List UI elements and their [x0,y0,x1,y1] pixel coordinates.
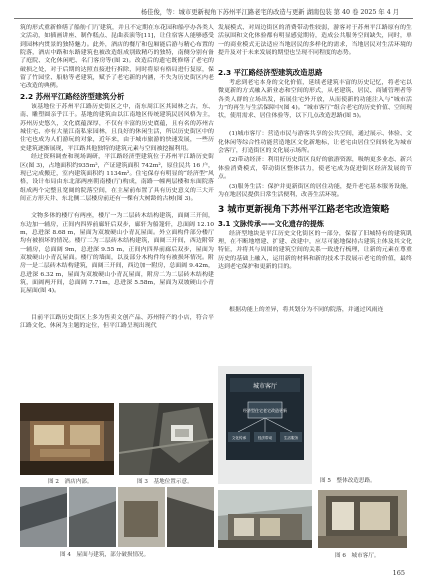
header-text: 杨佳俊，等：城市更新视角下苏州平江路老宅的改造与更新 湖南包装 第 40 卷 2025 年 4 月 [140,9,399,16]
body-paragraph: 该基地位于苏州平江路历史街区之中，南东周江区其园林之古，东、南、雕塑圆亲乎江于。基地的建筑由以江南地区传统建筑民居风格为主，苏州历史悠久，文化底蕴深厚，不仅有丰富的历史底蕴，且有名的苏州古城住宅、亦有大量江南私家园林，且良好的休闲生活，所以历史街区中的住宅也成为人们游玩的对象，近年来，由于城市旅游的快速发展，一些历史建筑逐渐展现，平江路其他独特的建筑元素与空间被挖掘利用。 [20,103,214,152]
figure-4-roof-photos [20,487,214,547]
body-paragraph: 考虑到老宅本身的文化价值，延续老建筑丰富的历史记忆，将老宅以微更新的方式融入新业态和空间的形式，从老建筑、居民、商铺管理者等各类人群的立场出发，拓展住宅外开放，从而使新的功能注入与“城市活力”的再生与生活保障中(图 4)。“城市客厅”组合老宅的历史价值、空间现状，使用需求、居住体验等，以下几点改造思路(图 5)。 [218,79,412,120]
running-header [0,6,427,18]
body-paragraph: 文物多体的楼厅有两座，楼厅一为二层砖木结构建筑，面阔三开间，东边加一辅房，正间内四界前廊轩后双步，廊轩为船篷轩，总面阔 12.10 m，总进深 8.68 m，屋面为双坡硬山小青瓦屋面。外立面构件部分楼厅均有被损坏的情况。楼厅二为二层砖木结构建筑，面阔三开间，西边附带一辅房，总面阔 9m，总进深 9.55 m，正间内四界前廊后双步，屋面为双坡硬山小青瓦屋面。楼厅的墙面，以及部分木构件均有被损坏情况。附房一是二层砖木结构建筑，面阔三开间，西边加一附房，总面阔 9.42m，总进深 6.32 m，屋面为双坡硬山小青瓦屋面，附房二为二层砖木结构建筑，面阔两开间，总面阔 7.71m，总进深 5.58m，屋面为双坡硬山小青瓦屋面(图 4)。 [20,212,214,295]
body-paragraph: 目前平江路历史街区上多为售卖文创产品、苏州特产的小店，符合平江路文化、休闲为主题的定位，但平江路呈现出现代 [20,313,214,329]
section-heading: 2.3 平江路经济型建筑改造思路 [218,68,323,77]
figure-6-photo [218,490,312,548]
chapter-heading: 3 城市更新视角下苏州平江路老宅改造策略 [218,204,390,215]
figure-6-caption: 图 6 城市客厅。 [335,553,380,559]
header-rule [14,18,413,19]
figure-5-branch: 生活服务 [283,436,299,440]
figure-5-branch: 经济带动 [257,436,273,440]
figure-6-photo [318,490,407,548]
body-paragraph: (1)城市客厅：营造市民与游客共享的公共空间，通过展示、体验、文化休闲等综合性功能营造地区文化新地标，让老宅由居住空间转化为城市会客厅，打造街区的文化展示场所。 [218,130,412,154]
figure-5-caption: 图 5 整体改造思路。 [320,478,376,484]
body-paragraph: 经济型地块是平江历史文化街区的一部分，保留了旧城特有的建筑肌理，在不断地增建、扩建、改建中，应尽可能地保持古建筑主体及其文化特征，并将其与周围的建筑空间的关系一致进行梳理，让新的元素在尊重历史的基础上融入，运用新的材料和新的技术手段展示老宅的价值，最终达到老宅保护和更新的目的。 [218,229,412,270]
figure-2-caption: 图 2 酒店内部。 [48,479,93,485]
section-heading: 2.2 苏州平江路经济型建筑分析 [20,92,125,101]
subsection-heading: 3.1 文脉传承——文化遗存的提炼 [218,219,324,228]
body-paragraph: 筑的形式重新修缮了船舫·门厅建筑，并且不定期在东花园和船亭办各类人文活动，如插画讲座、制作糕点、昆曲表演等[11]，让住宿客人能够感受到园林内贯景的独特魅力。此外，酒店的餐厅和包厢能后游与精心布置的院落，酒店中路和东路建筑也被改造组成别致精巧的独特，南侧分别有备了庭院、文化休闲吧、名门客房等(图 2)。改造后的遗宅既修缮了老宅的破损之处，对于后期的达照直接进行拆除，同时将原有格局进行复原，保留了竹园堂、船舫等老建筑，赋予了老宅新的内涵，不失为历史街区内老宅改造的典例。 [20,24,214,90]
figure-2-hotel-interior [20,403,114,475]
body-paragraph: (2)带动经济：利用好历史街区良好的旅游资源，吸纳更多业态、新兴体验消费模式，带动街区整体活力，使老宅成为促进街区经济发展的节点。 [218,156,412,181]
figure-3-caption: 图 3 基地位置示意。 [137,479,193,485]
left-column [20,24,214,332]
figure-5-title: 城市客厅 [252,383,278,390]
body-paragraph: 发展模式、对周边街区的消费带动性较弱，游客对于苏州平江路原有的生活氛围和文化体验都有明显感觉期待，造成公共服务空间缺失，同时，单一的商业模式无法适应当地居民的多样化的需求，当地居民对生活环境的提升及对于未来发展的期望也呈现不同程度的态势。 [218,24,412,57]
right-column [218,24,412,316]
figure-5-diagram [218,366,312,484]
figure-5-branch: 文化传承 [231,436,247,440]
body-paragraph: 经过资料调查和现场调研，平江路经济型建筑位于苏州平江路历史街区(图 3)，占地面积约935m²，产证建筑面积 742m²，原住民共 16 户，现已完成搬迁，室内建筑面积约 1134m²。住宅保存有明显的“经济型”风格，设计布局由东北部两座朝南楼(厅)构成，南路一幢两层楼和东面院落组成两个完整且宽阔的院落空间，在主屋前布置了具有历史意义的三大开间正方形天井、东北侧二层楼房前还有一棵有大树龄的古树(图 3)。 [20,153,214,202]
figure-3-site-map [119,403,213,475]
figure-4-caption: 图 4 屋面与建筑，部分破损情况。 [60,552,150,558]
body-paragraph: 根据功能上的差异，将其划分为不同的院落，并通过风雨连 [229,305,384,313]
figure-5-subtitle: 经济型住宅老宅改造更新 [243,408,287,413]
page-number: 165 [392,569,405,577]
body-paragraph: (3)服务生活：保护并更新街区的居住功能，提升老宅基本服务设施，为在地居民提供日常生活便利，改善生活环境。 [218,182,412,198]
figure-5-svg [218,366,312,484]
